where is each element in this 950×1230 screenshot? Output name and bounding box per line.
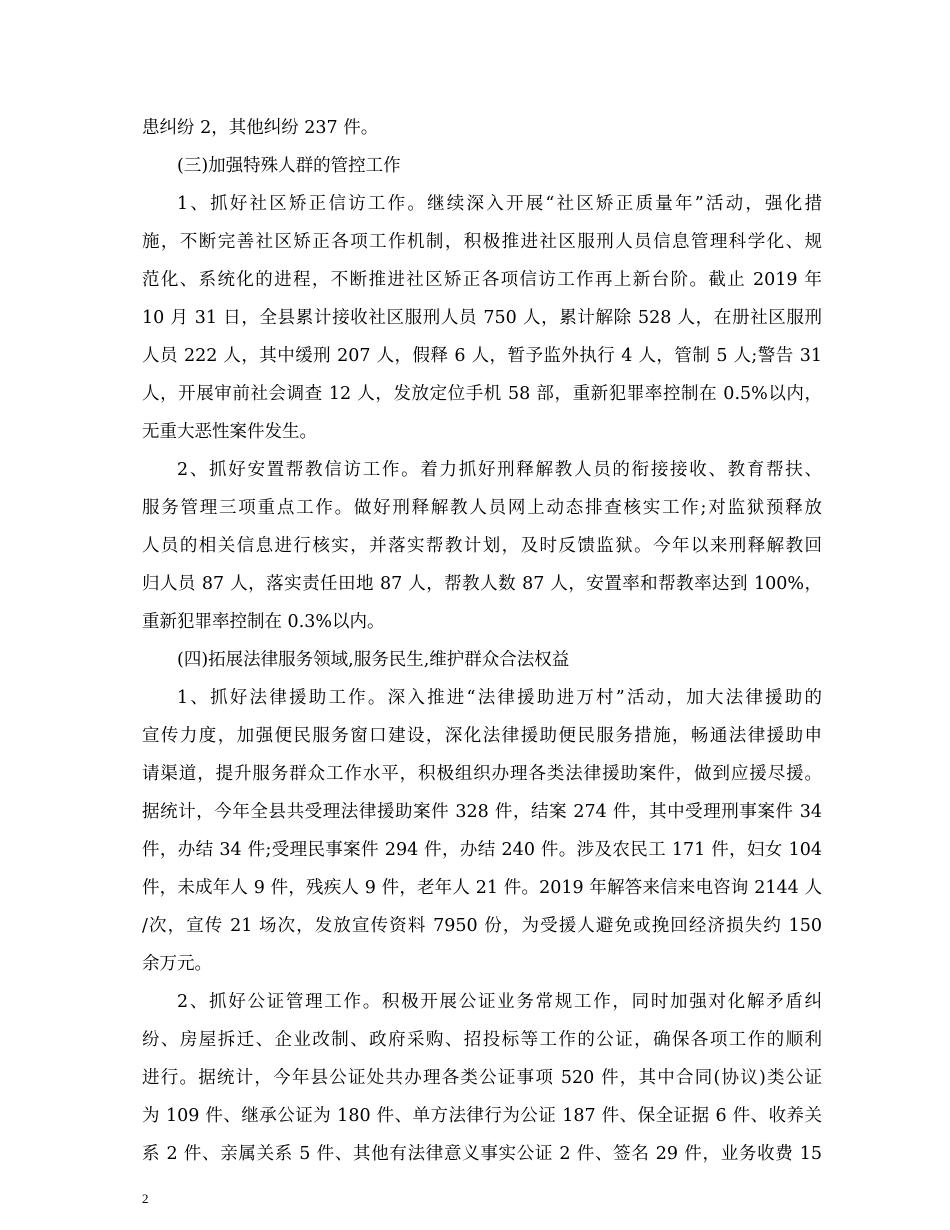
text-line: 为 109 件、继承公证为 180 件、单方法律行为公证 187 件、保全证据 6 件、收养关 (142, 1106, 822, 1126)
text-line: 2、抓好公证管理工作。积极开展公证业务常规工作，同时加强对化解矛盾纠 (177, 992, 822, 1012)
text-line: 2、抓好安置帮教信访工作。着力抓好刑释解教人员的衔接接收、教育帮扶、 (177, 460, 822, 480)
text-line: 据统计，今年全县共受理法律援助案件 328 件，结案 274 件，其中受理刑事案件 34 (142, 802, 822, 822)
text-line: /次，宣传 21 场次，发放宣传资料 7950 份，为受援人避免或挽回经济损失约 150 (142, 916, 822, 936)
text-line: 10 月 31 日，全县累计接收社区服刑人员 750 人，累计解除 528 人，在册社区服刑 (142, 308, 822, 328)
text-line: 纷、房屋拆迁、企业改制、政府采购、招投标等工作的公证，确保各项工作的顺利 (142, 1030, 822, 1050)
text-line: 范化、系统化的进程，不断推进社区矫正各项信访工作再上新台阶。截止 2019 年 (142, 270, 822, 290)
text-line: 患纠纷 2，其他纠纷 237 件。 (142, 118, 379, 138)
text-line: 请渠道，提升服务群众工作水平，积极组织办理各类法律援助案件，做到应援尽援。 (142, 764, 822, 784)
text-line: 件，办结 34 件;受理民事案件 294 件，办结 240 件。涉及农民工 171 件，妇女 104 (142, 840, 822, 860)
text-line: 人员的相关信息进行核实，并落实帮教计划，及时反馈监狱。今年以来刑释解教回 (142, 536, 822, 556)
text-line: 余万元。 (142, 954, 212, 974)
text-line: 归人员 87 人，落实责任田地 87 人，帮教人数 87 人，安置率和帮教率达到 100%， (142, 574, 822, 594)
text-line: 重新犯罪率控制在 0.3%以内。 (142, 612, 385, 632)
text-line: 服务管理三项重点工作。做好刑释解教人员网上动态排查核实工作;对监狱预释放 (142, 498, 822, 518)
text-line: 1、抓好社区矫正信访工作。继续深入开展“社区矫正质量年”活动，强化措 (177, 194, 822, 214)
text-line: 无重大恶性案件发生。 (142, 422, 317, 442)
page-number: 2 (142, 1191, 149, 1206)
text-line: 宣传力度，加强便民服务窗口建设，深化法律援助便民服务措施，畅通法律援助申 (142, 726, 822, 746)
section-heading: (四)拓展法律服务领域,服务民生,维护群众合法权益 (177, 650, 570, 670)
section-heading: (三)加强特殊人群的管控工作 (177, 156, 401, 176)
text-line: 人员 222 人，其中缓刑 207 人，假释 6 人，暂予监外执行 4 人，管制 5 人;警告 31 (142, 346, 822, 366)
text-line: 1、抓好法律援助工作。深入推进“法律援助进万村”活动，加大法律援助的 (177, 688, 822, 708)
text-line: 施，不断完善社区矫正各项工作机制，积极推进社区服刑人员信息管理科学化、规 (142, 232, 822, 252)
text-line: 人，开展审前社会调查 12 人，发放定位手机 58 部，重新犯罪率控制在 0.5%以内， (142, 384, 822, 404)
text-line: 进行。据统计，今年县公证处共办理各类公证事项 520 件，其中合同(协议)类公证 (142, 1068, 822, 1088)
text-line: 件，未成年人 9 件，残疾人 9 件，老年人 21 件。2019 年解答来信来电咨询 2144 人 (142, 878, 822, 898)
text-line: 系 2 件、亲属关系 5 件、其他有法律意义事实公证 2 件、签名 29 件，业务收费 15 (142, 1144, 822, 1164)
